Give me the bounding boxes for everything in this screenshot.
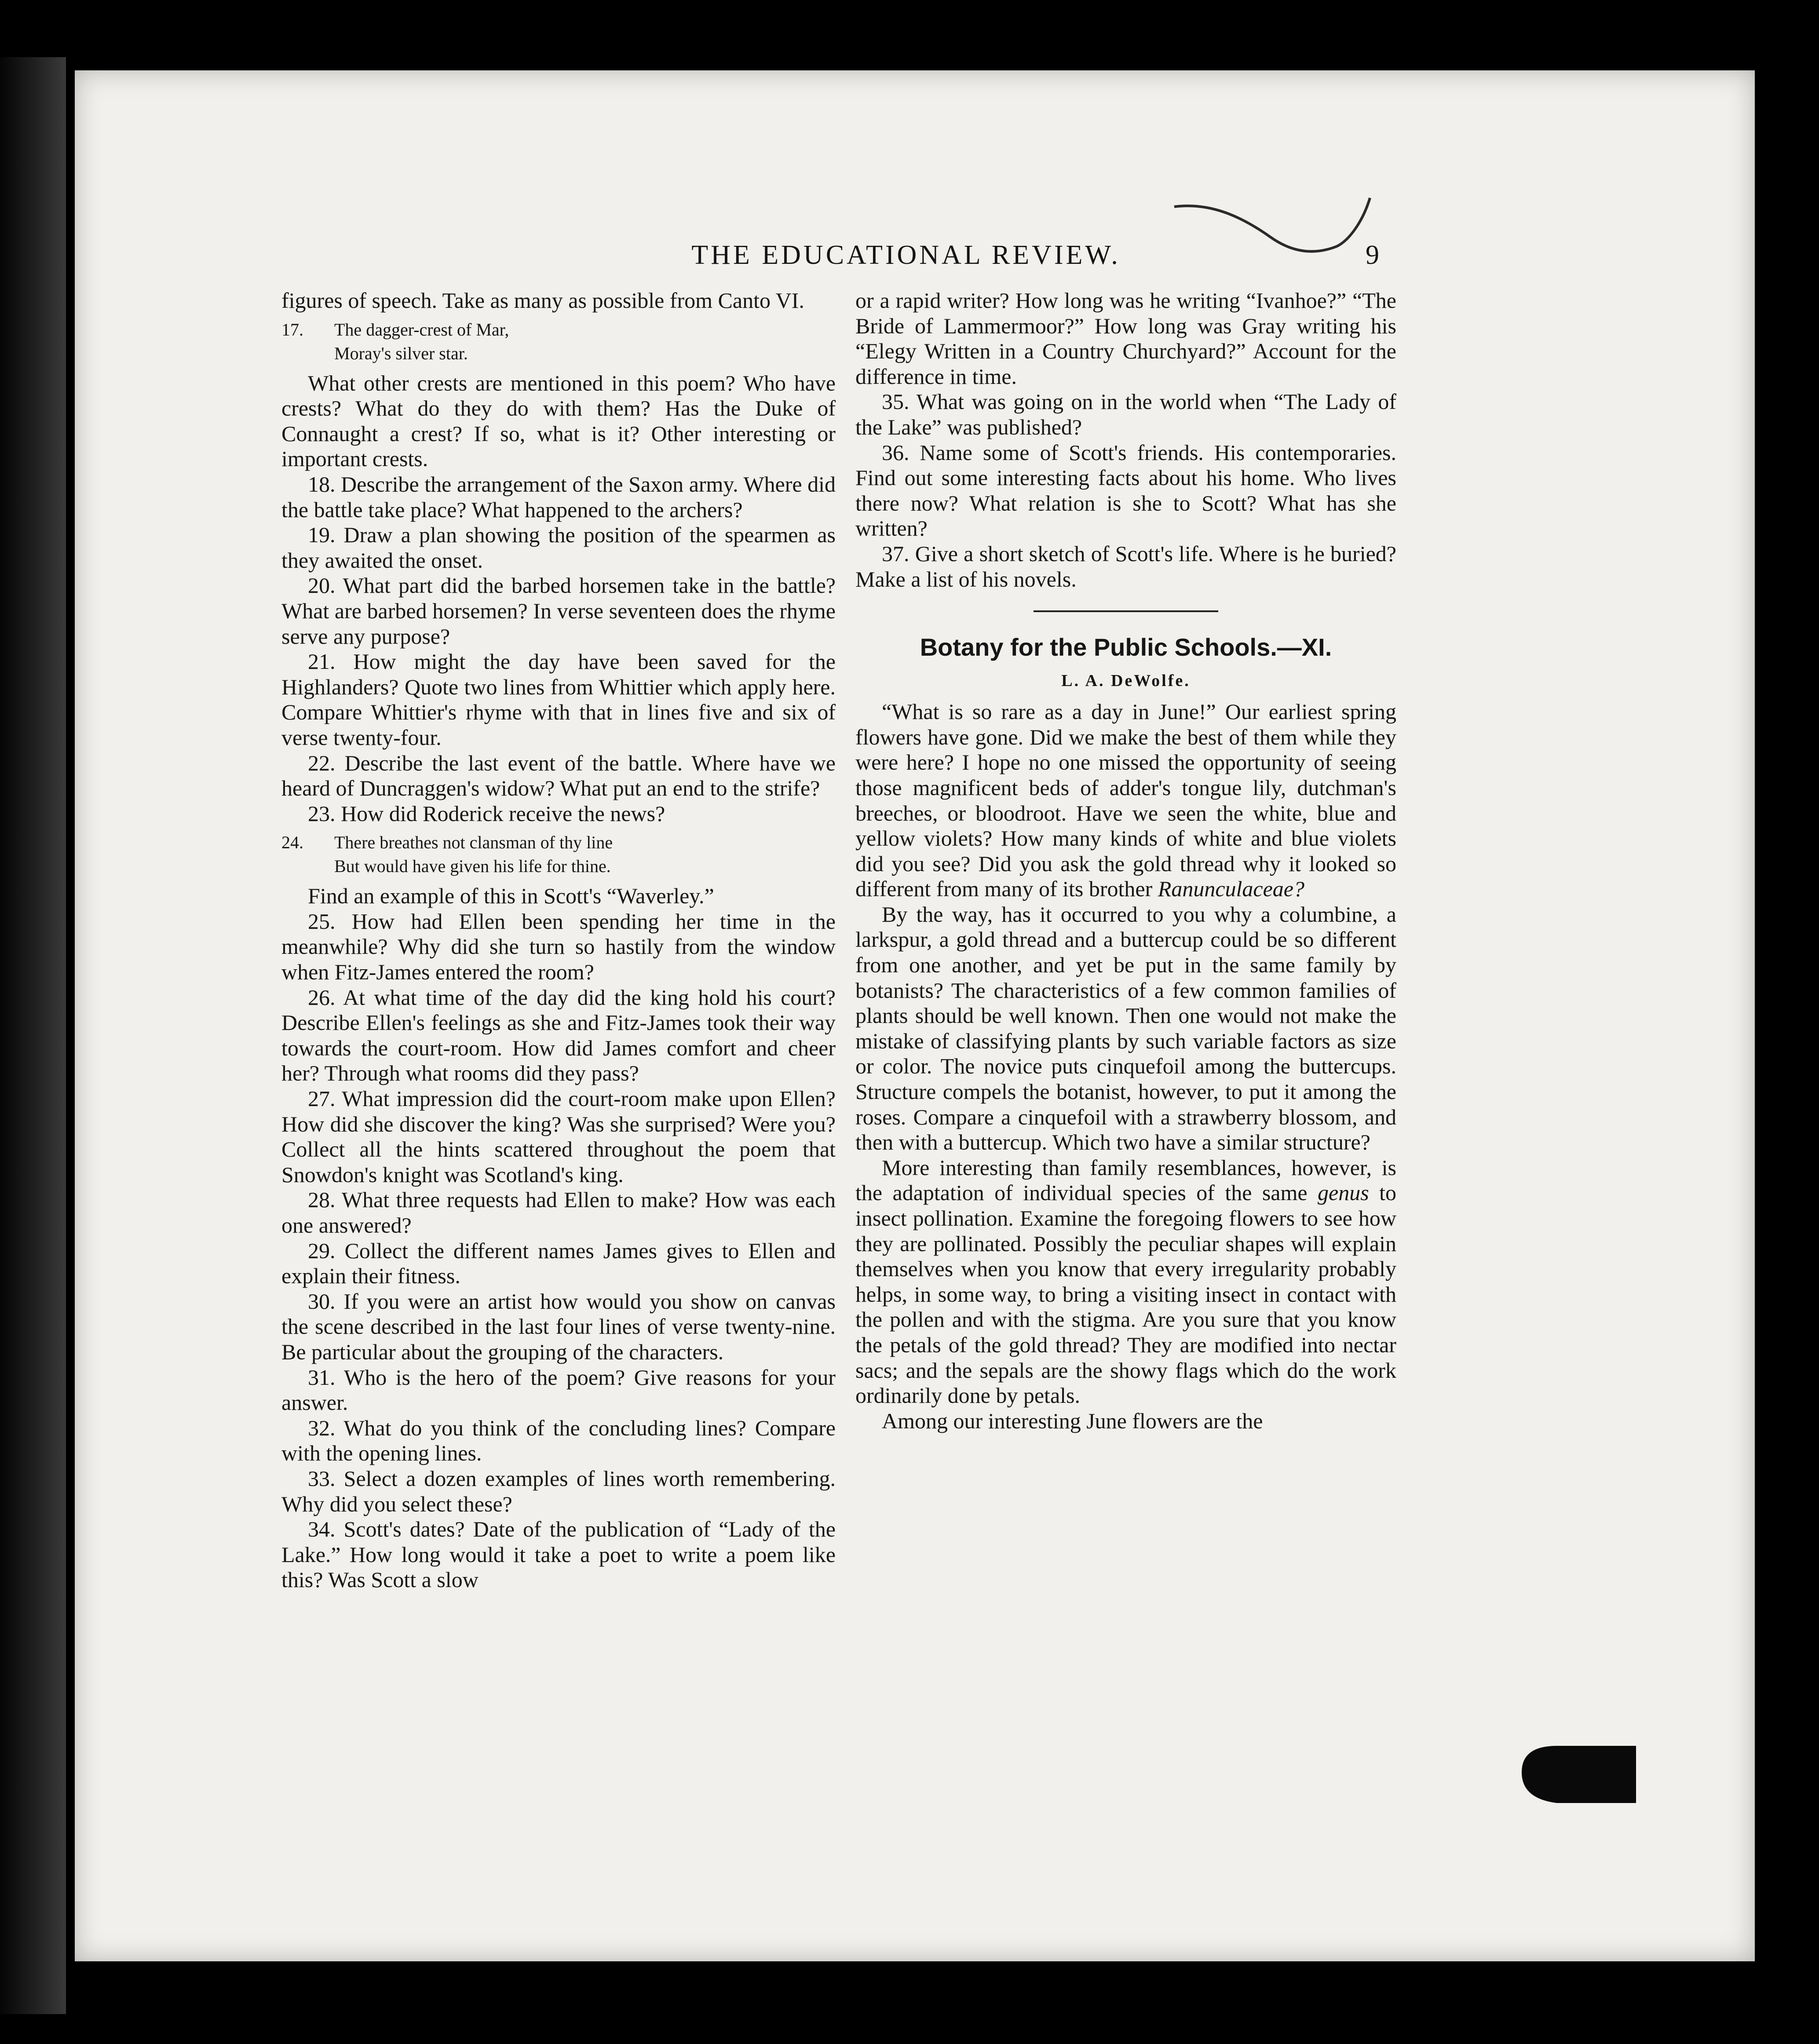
verse-number: 24. bbox=[281, 832, 303, 853]
running-title: THE EDUCATIONAL REVIEW. bbox=[691, 240, 1121, 270]
paragraph: Find an example of this in Scott's “Waverley.” bbox=[308, 883, 714, 909]
italic-term: genus bbox=[1318, 1180, 1369, 1205]
question-19: 19. Draw a plan showing the position of the spearmen as they awaited the onset. bbox=[281, 522, 836, 573]
left-column bbox=[281, 288, 836, 1593]
question-30: 30. If you were an artist how would you show on canvas the scene described in the last four lines of verse twenty-nine. Be particular about the grouping of the characters. bbox=[281, 1288, 836, 1364]
question-34: 34. Scott's dates? Date of the publication of “Lady of the Lake.” How long would it take a poet to write a poem like this? Was Scott a slow bbox=[281, 1517, 836, 1592]
question-31: 31. Who is the hero of the poem? Give reasons for your answer. bbox=[281, 1365, 836, 1415]
question-25: 25. How had Ellen been spending her time in the meanwhile? Why did she turn so hastily from the window when Fitz-James entered the room? bbox=[281, 909, 836, 985]
paragraph-text: to insect pollination. Examine the foregoing flowers to see how they are pollinated. Possibly the peculiar shapes will explain themselves when you know that every irregularity probably helps, in some way, to bring a visiting insect in contact with the pollen and with the stigma. Are you sure that you know the petals of the gold thread? They are modified into nectar sacs; and the sepals are the showy flags which do the work ordinarily done by petals. bbox=[855, 1180, 1397, 1408]
facing-page-edge bbox=[0, 57, 66, 2014]
question-28: 28. What three requests had Ellen to make? How was each one answered? bbox=[281, 1187, 836, 1237]
page-tab-marker bbox=[1504, 1737, 1636, 1825]
page-number: 9 bbox=[1366, 240, 1379, 270]
question-33: 33. Select a dozen examples of lines worth remembering. Why did you select these? bbox=[281, 1466, 836, 1516]
verse-quote bbox=[281, 831, 836, 878]
article-paragraph bbox=[855, 1155, 1396, 1409]
question-35: 35. What was going on in the world when “The Lady of the Lake” was published? bbox=[855, 389, 1396, 439]
right-column bbox=[855, 288, 1396, 1434]
question-22: 22. Describe the last event of the battle. Where have we heard of Duncraggen's widow? What put an end to the strife? bbox=[281, 750, 836, 801]
verse-text: There breathes not clansman of thy line bbox=[334, 832, 613, 853]
article-paragraph bbox=[855, 699, 1396, 902]
verse-line bbox=[281, 318, 836, 342]
verse-line: But would have given his life for thine. bbox=[334, 856, 611, 876]
question-21: 21. How might the day have been saved for the Highlanders? Quote two lines from Whittier which apply here. Compare Whittier's rhyme with that in lines five and six of verse twenty-four. bbox=[281, 649, 836, 750]
italic-term: Ranunculaceae? bbox=[1158, 876, 1304, 902]
article-paragraph: Among our interesting June flowers are the bbox=[882, 1408, 1263, 1433]
question-20: 20. What part did the barbed horsemen take in the battle? What are barbed horsemen? In verse seventeen does the rhyme serve any purpose? bbox=[281, 573, 836, 649]
question-32: 32. What do you think of the concluding lines? Compare with the opening lines. bbox=[281, 1415, 836, 1466]
verse-line: Moray's silver star. bbox=[334, 343, 468, 363]
question-29: 29. Collect the different names James gives to Ellen and explain their fitness. bbox=[281, 1238, 836, 1288]
question-27: 27. What impression did the court-room make upon Ellen? How did she discover the king? Was she surprised? Were you? Collect all the hints scattered throughout the poem that Snowdon's knight was Scotland's king. bbox=[281, 1086, 836, 1187]
paragraph: figures of speech. Take as many as possible from Canto VI. bbox=[281, 288, 804, 313]
question-23: 23. How did Roderick receive the news? bbox=[308, 801, 665, 826]
paragraph: or a rapid writer? How long was he writing “Ivanhoe?” “The Bride of Lammermoor?” How long was Gray writing his “Elegy Written in a Country Churchyard?” Account for the difference in time. bbox=[855, 288, 1396, 389]
paragraph-text: “What is so rare as a day in June!” Our earliest spring flowers have gone. Did we make the best of them while they were here? I hope no one missed the opportunity of seeing those magnificent beds of adder's tongue lily, dutchman's breeches, or bloodroot. Have we seen the white, blue and yellow violets? How many kinds of white and blue violets did you see? Did you ask the gold thread why it looked so different from many of its brother bbox=[855, 699, 1396, 902]
verse-quote bbox=[281, 318, 836, 365]
article-paragraph: By the way, has it occurred to you why a columbine, a larkspur, a gold thread and a buttercup could be so different from one another, and yet be put in the same family by botanists? The characteristics of a few common families of plants should be well known. Then one would not make the mistake of classifying plants by such variable factors as size or color. The novice puts cinquefoil among the buttercups. Structure compels the botanist, however, to put it among the roses. Compare a cinquefoil with a strawberry blossom, and then with a buttercup. Which two have a similar structure? bbox=[855, 902, 1396, 1155]
article-title: Botany for the Public Schools.—XI. bbox=[920, 633, 1332, 661]
article-author: L. A. DeWolfe. bbox=[1061, 672, 1191, 690]
question-18: 18. Describe the arrangement of the Saxon army. Where did the battle take place? What happened to the archers? bbox=[281, 471, 836, 522]
question-26: 26. At what time of the day did the king hold his court? Describe Ellen's feelings as she and Fitz-James took their way towards the court-room. How did James comfort and cheer her? Through what rooms did they pass? bbox=[281, 985, 836, 1086]
question-36: 36. Name some of Scott's friends. His contemporaries. Find out some interesting facts about his home. Who lives there now? What relation is she to Scott? What has she written? bbox=[855, 440, 1396, 541]
question-37: 37. Give a short sketch of Scott's life. Where is he buried? Make a list of his novels. bbox=[855, 541, 1396, 591]
paragraph: What other crests are mentioned in this poem? Who have crests? What do they do with them? Has the Duke of Connaught a crest? If so, what is it? Other interesting or important crests. bbox=[281, 370, 836, 471]
paragraph-text: More interesting than family resemblances, however, is the adaptation of individual species of the same bbox=[855, 1155, 1396, 1205]
verse-text: The dagger-crest of Mar, bbox=[334, 319, 509, 339]
verse-number: 17. bbox=[281, 319, 303, 339]
section-divider bbox=[1034, 610, 1218, 612]
verse-line bbox=[281, 831, 836, 854]
